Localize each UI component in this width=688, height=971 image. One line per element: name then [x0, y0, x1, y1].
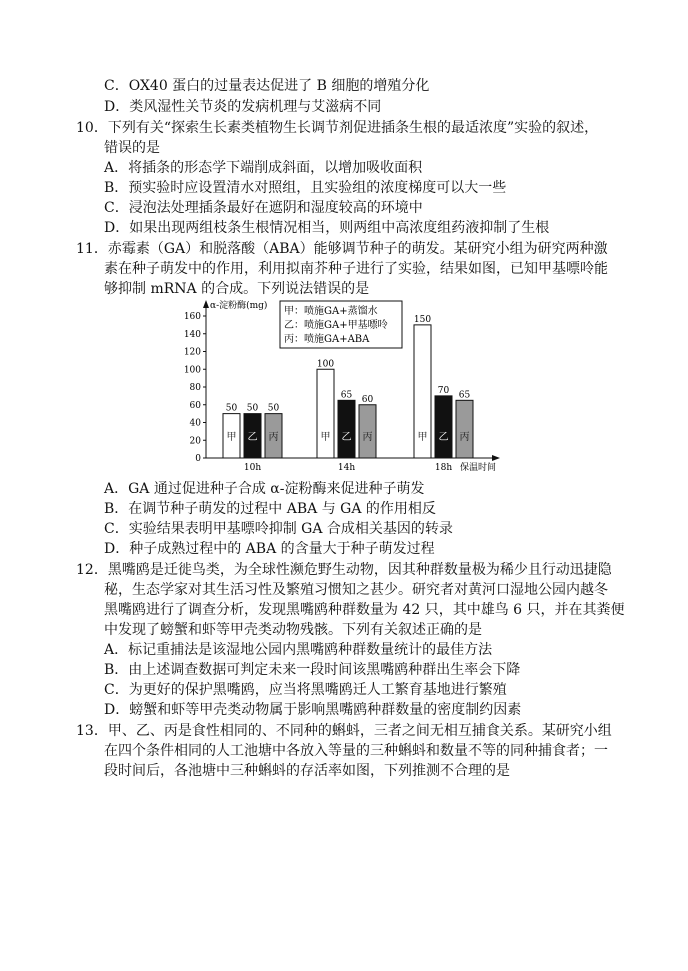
q9-option-d: D．类风湿性关节炎的发病机理与艾滋病不同 [104, 99, 382, 115]
y-tick-label: 140 [183, 329, 201, 340]
bar-value-label: 150 [413, 314, 432, 325]
y-tick-label: 60 [189, 400, 201, 411]
legend-entry: 甲：喷施GA+蒸馏水 [284, 306, 378, 317]
y-tick-label: 160 [183, 312, 201, 322]
bar-series-label: 丙 [268, 432, 279, 443]
q10-option-a: A．将插条的形态学下端削成斜面，以增加吸收面积 [104, 160, 423, 176]
x-tick-label: 18h [434, 463, 453, 473]
q11-option-c: C．实验结果表明甲基嘌呤抑制 GA 合成相关基因的转录 [104, 521, 453, 537]
y-tick-label: 80 [189, 383, 201, 393]
y-axis-arrow [203, 300, 209, 308]
bar-value-label: 65 [458, 390, 471, 401]
q10-stem-line-1: 10．下列有关“探索生长素类植物生长调节剂促进插条生根的最适浓度”实验的叙述， [76, 120, 599, 136]
q10-option-c: C．浸泡法处理插条最好在遮阴和湿度较高的环境中 [104, 200, 423, 216]
q12-stem-line-4: 中发现了螃蟹和虾等甲壳类动物残骸。下列有关叙述正确的是 [104, 622, 482, 638]
q13-stem-line-3: 段时间后，各池塘中三种蝌蚪的存活率如图，下列推测不合理的是 [104, 763, 510, 779]
q9-option-c: C．OX40 蛋白的过量表达促进了 B 细胞的增殖分化 [104, 78, 430, 94]
q11-option-a: A．GA 通过促进种子合成 α-淀粉酶来促进种子萌发 [104, 481, 425, 497]
x-axis-arrow [492, 455, 500, 461]
q11-option-d: D．种子成熟过程中的 ABA 的含量大于种子萌发过程 [104, 541, 435, 557]
q11-stem-line-2: 素在种子萌发中的作用，利用拟南芥种子进行了实验，结果如图，已知甲基嘌呤能 [104, 261, 608, 277]
y-tick-label: 120 [183, 347, 201, 358]
y-tick-label: 100 [183, 365, 201, 376]
y-axis-label: α-淀粉酶(mg) [210, 301, 268, 311]
amylase-bar-chart [170, 298, 510, 476]
q12-stem-line-3: 黑嘴鸥进行了调查分析，发现黑嘴鸥种群数量为 42 只，其中雄鸟 6 只，并在其粪便 [104, 602, 625, 618]
bar-value-label: 60 [361, 394, 374, 405]
bar-value-label: 70 [437, 385, 450, 396]
y-tick-label: 0 [195, 454, 201, 464]
q11-option-b: B．在调节种子萌发的过程中 ABA 与 GA 的作用相反 [104, 501, 436, 517]
bar-series-label: 甲 [226, 432, 237, 443]
bar-series-label: 丙 [459, 432, 470, 443]
bar-value-label: 100 [316, 359, 335, 370]
q10-option-b: B．预实验时应设置清水对照组，且实验组的浓度梯度可以大一些 [104, 180, 507, 196]
bar [317, 369, 334, 458]
bar-series-label: 丙 [362, 432, 373, 443]
bar-value-label: 50 [246, 403, 259, 414]
bar [338, 400, 355, 458]
bar [456, 400, 473, 458]
bar-series-label: 乙 [438, 432, 449, 443]
q12-option-a: A．标记重捕法是该湿地公园内黑嘴鸥种群数量统计的最佳方法 [104, 642, 493, 658]
legend-entry: 乙：喷施GA+甲基嘌呤 [284, 320, 388, 331]
q10-option-d: D．如果出现两组枝条生根情况相当，则两组中高浓度组药液抑制了生根 [104, 220, 550, 236]
bar-series-label: 甲 [417, 432, 428, 443]
bar-value-label: 50 [267, 403, 280, 414]
q12-stem-line-2: 秘，生态学家对其生活习性及繁殖习惯知之甚少。研究者对黄河口湿地公园内越冬 [104, 582, 608, 598]
q12-option-d: D．螃蟹和虾等甲壳类动物属于影响黑嘴鸥种群数量的密度制约因素 [104, 702, 522, 718]
y-tick-label: 40 [189, 418, 201, 429]
x-tick-label: 14h [337, 463, 356, 473]
bar-value-label: 65 [340, 390, 353, 401]
bar [435, 396, 452, 458]
bar-series-label: 乙 [247, 432, 258, 443]
bar-value-label: 50 [225, 403, 238, 414]
bar-series-label: 甲 [320, 432, 331, 443]
q10-stem-line-2: 错误的是 [104, 140, 160, 156]
x-tick-label: 10h [243, 463, 262, 473]
q11-stem-line-1: 11．赤霉素（GA）和脱落酸（ABA）能够调节种子的萌发。某研究小组为研究两种激 [76, 241, 608, 257]
q12-stem-line-1: 12．黑嘴鸥是迁徙鸟类，为全球性濒危野生动物，因其种群数量极为稀少且行动迅捷隐 [76, 562, 612, 578]
q13-stem-line-2: 在四个条件相同的人工池塘中各放入等量的三种蝌蚪和数量不等的同种捕食者；一 [104, 743, 608, 759]
y-tick-label: 20 [189, 436, 201, 447]
q12-option-c: C．为更好的保护黑嘴鸥，应当将黑嘴鸥迁人工繁育基地进行繁殖 [104, 682, 507, 698]
bar-series-label: 乙 [341, 432, 352, 443]
q13-stem-line-1: 13．甲、乙、丙是食性相同的、不同种的蝌蚪，三者之间无相互捕食关系。某研究小组 [76, 723, 612, 739]
q12-option-b: B．由上述调查数据可判定未来一段时间该黑嘴鸥种群出生率会下降 [104, 662, 521, 678]
q11-stem-line-3: 够抑制 mRNA 的合成。下列说法错误的是 [104, 281, 370, 297]
legend-entry: 丙：喷施GA+ABA [284, 334, 370, 345]
x-axis-label: 保温时间 [460, 463, 497, 473]
